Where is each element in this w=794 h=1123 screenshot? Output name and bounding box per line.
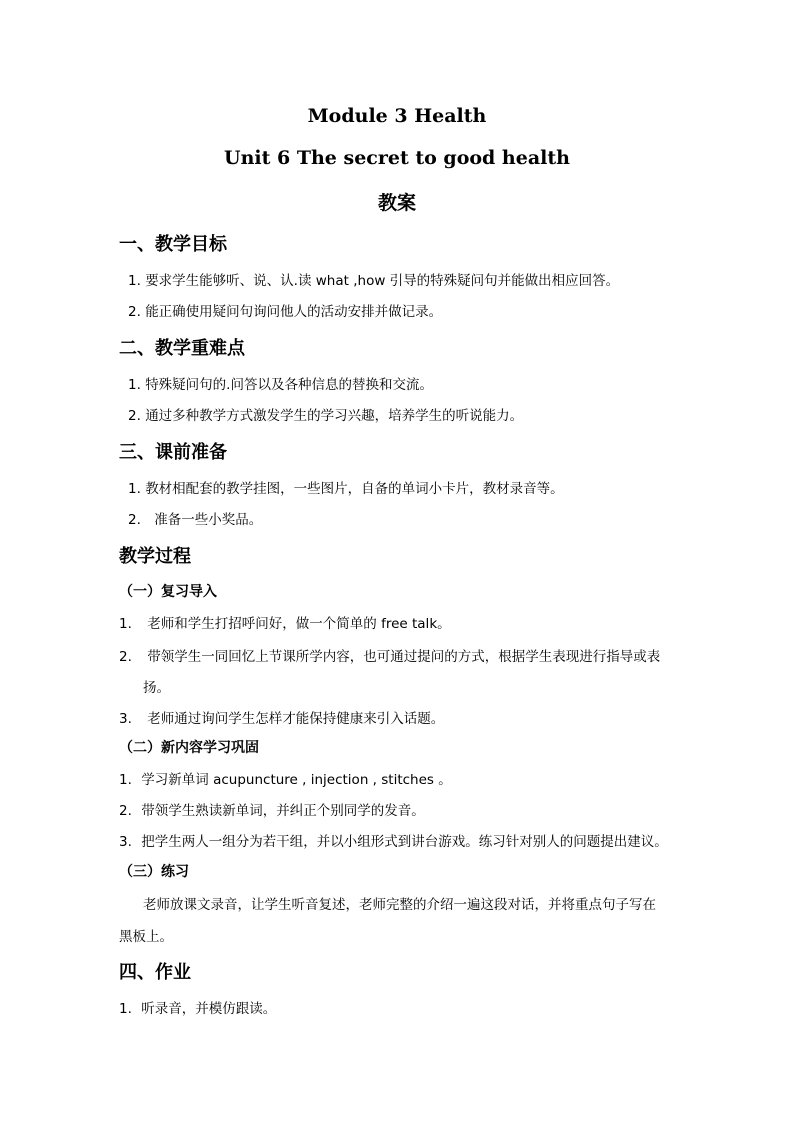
item-text: 听录音，并模仿跟读。 <box>141 1001 277 1017</box>
item-text: 把学生两人一组分为若干组，并以小组形式到讲台游戏。练习针对别人的问题提出建议。 <box>141 834 668 850</box>
list-item <box>119 707 444 727</box>
item-number: 1. <box>128 377 141 393</box>
item-number: 2. <box>128 512 141 528</box>
item-number: 3. <box>119 711 132 727</box>
unit-title: Unit 6 The secret to good health <box>224 147 570 169</box>
list-item <box>119 997 276 1017</box>
section-heading-preparation: 三、课前准备 <box>119 442 227 463</box>
list-item <box>119 799 425 819</box>
item-text: 带领学生熟读新单词，并纠正个别同学的发音。 <box>141 803 425 819</box>
item-text: 学习新单词 acupuncture , injection , stitches 。 <box>141 772 452 788</box>
list-item <box>128 404 523 424</box>
list-item-continuation: 扬。 <box>143 680 170 696</box>
paragraph-line: 黑板上。 <box>119 929 173 945</box>
item-text: 通过多种教学方式激发学生的学习兴趣，培养学生的听说能力。 <box>145 408 524 424</box>
list-item <box>128 477 564 497</box>
paragraph-line: 老师放课文录音，让学生听音复述，老师完整的介绍一遍这段对话，并将重点句子写在 <box>143 897 656 913</box>
item-number: 2. <box>119 649 132 665</box>
list-item <box>128 373 433 393</box>
section-heading-process: 教学过程 <box>119 546 191 567</box>
subsection-heading-practice: （三）练习 <box>119 864 189 880</box>
list-item <box>119 612 451 632</box>
doc-title: 教案 <box>377 192 416 214</box>
subsection-heading-new-content: （二）新内容学习巩固 <box>119 740 259 756</box>
section-heading-key-points: 二、教学重难点 <box>119 338 245 359</box>
item-number: 1. <box>119 616 132 632</box>
item-number: 1. <box>128 273 141 289</box>
item-number: 3. <box>119 834 132 850</box>
item-number: 2. <box>128 304 141 320</box>
item-number: 1. <box>119 772 132 788</box>
list-item <box>119 645 660 665</box>
list-item <box>119 768 452 788</box>
item-number: 2. <box>119 803 132 819</box>
item-text: 能正确使用疑问句询问他人的活动安排并做记录。 <box>145 304 443 320</box>
subsection-heading-review: （一）复习导入 <box>119 584 217 600</box>
item-text: 带领学生一同回忆上节课所学内容，也可通过提问的方式，根据学生表现进行指导或表 <box>147 649 661 665</box>
item-text: 要求学生能够听、说、认.读 what ,how 引导的特殊疑问句并能做出相应回答。 <box>145 273 620 289</box>
list-item <box>119 830 668 850</box>
list-item <box>128 508 262 528</box>
item-text: 准备一些小奖品。 <box>154 512 263 528</box>
list-item <box>128 300 442 320</box>
list-item <box>128 269 619 289</box>
item-text: 老师通过询问学生怎样才能保持健康来引入话题。 <box>147 711 445 727</box>
section-heading-objectives: 一、教学目标 <box>119 234 227 255</box>
item-number: 1. <box>119 1001 132 1017</box>
item-text: 老师和学生打招呼问好，做一个简单的 free talk。 <box>147 616 451 632</box>
section-heading-homework: 四、作业 <box>119 962 191 983</box>
item-number: 2. <box>128 408 141 424</box>
item-text: 教材相配套的教学挂图，一些图片，自备的单词小卡片，教材录音等。 <box>145 481 564 497</box>
module-title: Module 3 Health <box>307 105 487 127</box>
item-number: 1. <box>128 481 141 497</box>
item-text: 特殊疑问句的.问答以及各种信息的替换和交流。 <box>145 377 433 393</box>
